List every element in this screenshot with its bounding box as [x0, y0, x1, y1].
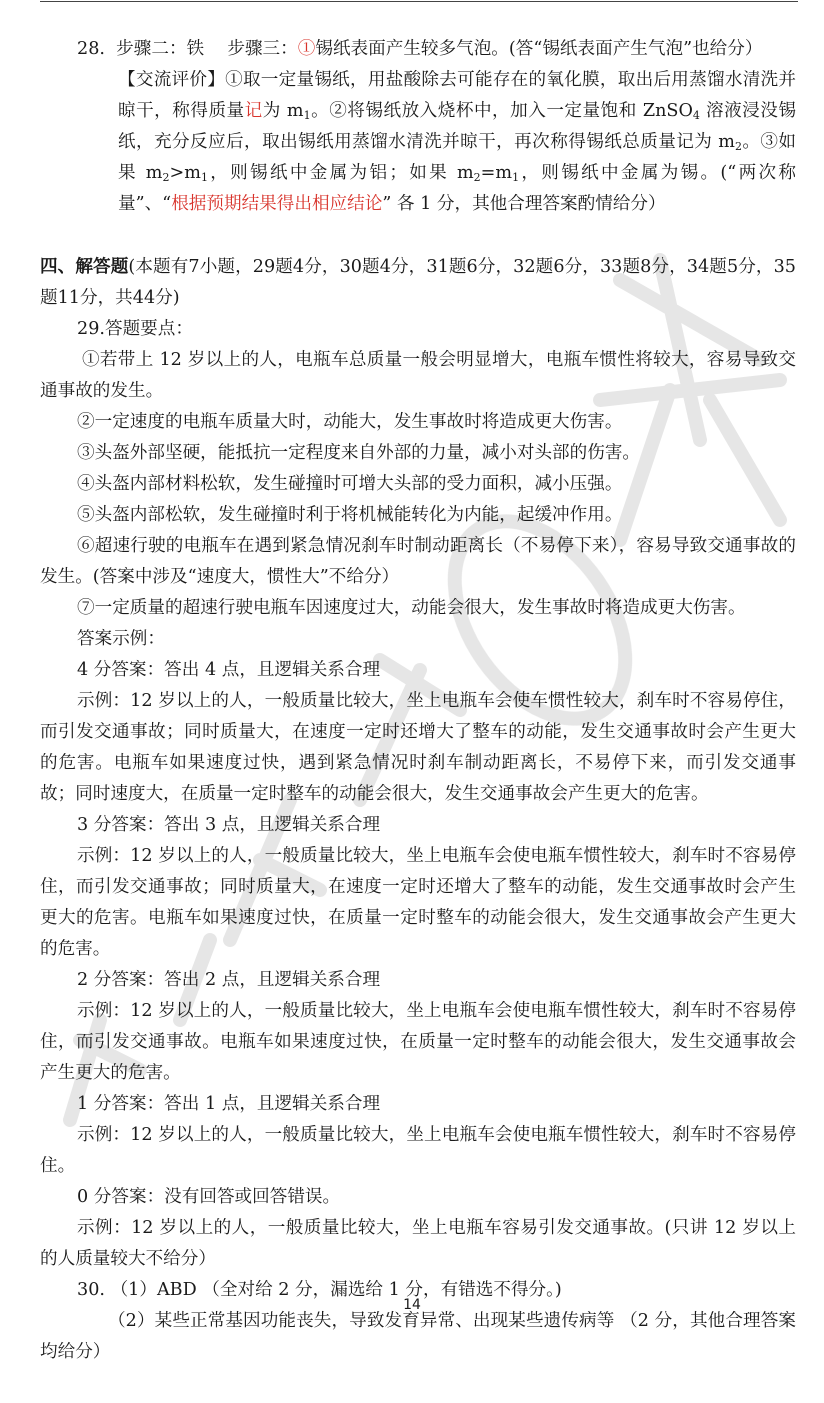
q29-point: ⑦一定质量的超速行驶电瓶车因速度过大，动能会很大，发生事故时将造成更大伤害。	[77, 598, 746, 618]
top-rule	[40, 1, 798, 2]
q29-level-label: 2 分答案：答出 2 点，且逻辑关系合理	[77, 970, 381, 990]
q29-examples-title: 答案示例：	[77, 629, 165, 649]
answer-page	[40, 34, 796, 1368]
section4-desc: (本题有7小题，29题4分，30题4分，31题6分，32题6分，33题8分，34题5分，35题11分，共44分)	[40, 257, 796, 308]
section4-heading: 四、解答题	[40, 256, 129, 277]
q28-evaluation	[40, 65, 796, 220]
q28-eval-red-criterion: 根据预期结果得出相应结论	[171, 194, 383, 214]
q29-level-example: 示例：12 岁以上的人，一般质量比较大，坐上电瓶车容易引发交通事故。(只讲 12 岁以上的人质量较大不给分）	[40, 1218, 796, 1269]
q28-step3-prefix: 步骤三：	[227, 39, 298, 59]
q28-steps	[40, 34, 796, 65]
q28-eval-text: >m	[169, 163, 201, 183]
q28-eval-text: ” 各 1 分，其他合理答案酌情给分）	[382, 194, 666, 214]
subscript: 2	[473, 171, 481, 184]
q29-point: ②一定速度的电瓶车质量大时，动能大，发生事故时将造成更大伤害。	[77, 412, 623, 432]
q28-step2: 步骤二：铁	[116, 39, 205, 59]
q28-step3-text: 锡纸表面产生较多气泡。(答“锡纸表面产生气泡”也给分）	[315, 39, 763, 59]
q28-eval-red-word: 记	[244, 101, 263, 121]
subscript: 1	[200, 171, 208, 184]
q29-level-example: 示例：12 岁以上的人，一般质量比较大，坐上电瓶车会使电瓶车惯性较大，刹车时不容易停住，而引发交通事故。电瓶车如果速度过快，在质量一定时整车的动能会很大，发生交通事故会产生更大的危害。	[40, 1001, 796, 1083]
q29-title: 29.答题要点：	[77, 319, 193, 339]
q28-eval-text: 。③如果 m	[118, 132, 796, 183]
q29-point: ①若带上 12 岁以上的人，电瓶车总质量一般会明显增大，电瓶车惯性将较大，容易导致交通事故的发生。	[40, 350, 796, 401]
q29-point: ⑥超速行驶的电瓶车在遇到紧急情况刹车时制动距离长（不易停下来），容易导致交通事故的发生。(答案中涉及“速度大，惯性大”不给分）	[40, 536, 796, 587]
q29-level-label: 1 分答案：答出 1 点，且逻辑关系合理	[77, 1094, 381, 1114]
subscript: 2	[734, 140, 742, 153]
q30-part2: （2）某些正常基因功能丧失，导致发育异常、出现某些遗传病等 （2 分，其他合理答案均给分）	[40, 1311, 796, 1362]
q29-level-label: 4 分答案：答出 4 点，且逻辑关系合理	[77, 660, 381, 680]
q29-point: ⑤头盔内部松软，发生碰撞时利于将机械能转化为内能，起缓冲作用。	[77, 505, 623, 525]
q29-level-example: 示例：12 岁以上的人，一般质量比较大，坐上电瓶车会使电瓶车惯性较大，刹车时不容易停住，而引发交通事故；同时质量大，在速度一定时还增大了整车的动能，发生交通事故时会产生更大的危害。电瓶车如果速度过快，在质量一定时整车的动能会很大，发生交通事故会产生更大的危害。	[40, 846, 796, 959]
subscript: 2	[162, 171, 170, 184]
q28-step3-circle: ①	[297, 39, 316, 59]
q28-eval-text: 。②将锡纸放入烧杯中，加入一定量饱和 ZnSO	[310, 101, 693, 121]
subscript: 1	[512, 171, 520, 184]
q28-eval-text: ①取一定量锡纸，用盐酸除去可能存在的氧化膜，取出后用蒸馏水清洗并晾干，称得质量	[118, 70, 796, 121]
q28-eval-text: =m	[480, 163, 513, 183]
section4-header	[40, 251, 796, 314]
q28-eval-heading: 【交流评价】	[118, 70, 226, 90]
q29-point: ③头盔外部坚硬，能抵抗一定程度来自外部的力量，减小对头部的伤害。	[77, 443, 641, 463]
q28-eval-text: 溶液浸没锡纸，充分反应后，取出锡纸用蒸馏水清洗并晾干，再次称得锡纸总质量记为 m	[118, 101, 796, 152]
spacer	[40, 220, 796, 251]
q30-part1: 30. （1）ABD （全对给 2 分，漏选给 1 分，有错选不得分。)	[77, 1280, 562, 1300]
subscript: 4	[692, 109, 700, 122]
q29-level-label: 3 分答案：答出 3 点，且逻辑关系合理	[77, 815, 381, 835]
q29-point: ④头盔内部材料松软，发生碰撞时可增大头部的受力面积，减小压强。	[77, 474, 623, 494]
q28-eval-text: ，则锡纸中金属为锡。(“两次称量”、“	[118, 163, 796, 214]
q29-level-example: 示例：12 岁以上的人，一般质量比较大，坐上电瓶车会使车惯性较大，刹车时不容易停住，而引发交通事故；同时质量大，在速度一定时还增大了整车的动能，发生交通事故时会产生更大的危害。电瓶车如果速度过快，遇到紧急情况时刹车制动距离长，不易停下来，而引发交通事故；同时速度大，在质量一定时整车的动能会很大，发生交通事故会产生更大的危害。	[40, 691, 796, 804]
q29-level-example: 示例：12 岁以上的人，一般质量比较大，坐上电瓶车会使电瓶车惯性较大，刹车时不容易停住。	[40, 1125, 796, 1176]
subscript: 1	[303, 109, 311, 122]
q28-eval-text: 为 m	[262, 101, 304, 121]
page-number: 14	[403, 1297, 421, 1313]
q29-level-label: 0 分答案：没有回答或回答错误。	[77, 1187, 341, 1207]
q28-number: 28.	[77, 39, 105, 59]
q28-eval-text: ，则锡纸中金属为铝；如果 m	[207, 163, 474, 183]
